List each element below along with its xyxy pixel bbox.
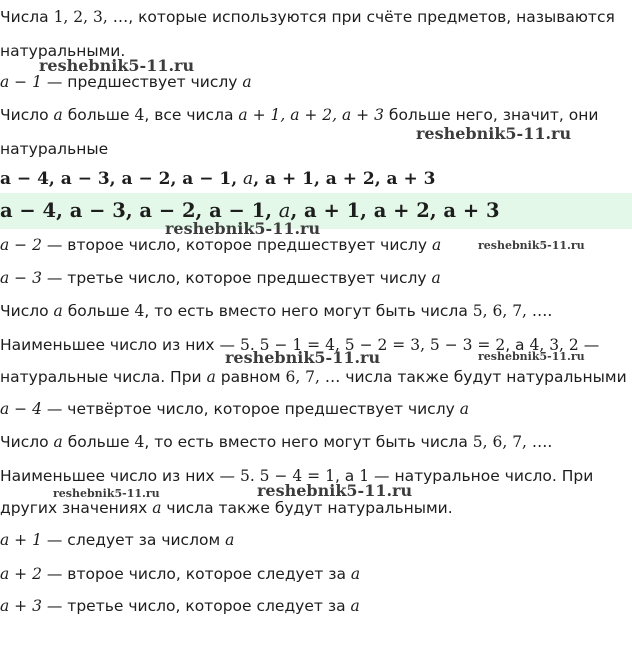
text-line: a + 1 — следует за числом a <box>0 531 235 549</box>
text-line: a − 2 — второе число, которое предшествует числу a <box>0 236 442 254</box>
number-sequence: a − 4, a − 3, a − 2, a − 1, a, a + 1, a + 2, a + 3 <box>0 169 436 189</box>
text-line: Число a больше 4, то есть вместо него могут быть числа 5, 6, 7, …. <box>0 302 553 320</box>
watermark: reshebnik5-11.ru <box>416 124 572 143</box>
text-line: натуральные <box>0 140 109 158</box>
text-line: Число a больше 4, то есть вместо него могут быть числа 5, 6, 7, …. <box>0 433 553 451</box>
answer-sequence: a − 4, a − 3, a − 2, a − 1, a, a + 1, a + 2, a + 3 <box>0 199 500 222</box>
text-line: a + 2 — второе число, которое следует за a <box>0 565 361 583</box>
text-line: a − 4 — четвёртое число, которое предшествует числу a <box>0 400 469 418</box>
watermark: reshebnik5-11.ru <box>478 239 585 252</box>
watermark: reshebnik5-11.ru <box>478 350 585 363</box>
text-line: Наименьшее число из них — 5. 5 − 1 = 4, 5 − 2 = 3, 5 − 3 = 2, а 4, 3, 2 — <box>0 336 600 354</box>
watermark: reshebnik5-11.ru <box>39 56 195 75</box>
text-line: Число a больше 4, все числа a + 1, a + 2, a + 3 больше него, значит, они <box>0 106 599 124</box>
text-line: a − 1 — предшествует числу a <box>0 73 252 91</box>
watermark: reshebnik5-11.ru <box>165 219 321 238</box>
text-line: натуральными. <box>0 42 126 60</box>
text-line: a + 3 — третье число, которое следует за a <box>0 597 360 615</box>
watermark: reshebnik5-11.ru <box>225 348 381 367</box>
text-line: Числа 1, 2, 3, …, которые используются при счёте предметов, называются <box>0 8 615 26</box>
text-line: натуральные числа. При a равном 6, 7, … числа также будут натуральными <box>0 368 627 386</box>
text-line: Наименьшее число из них — 5. 5 − 4 = 1, а 1 — натуральное число. При <box>0 467 594 485</box>
text-line: других значениях a числа также будут натуральными. <box>0 499 453 517</box>
watermark: reshebnik5-11.ru <box>53 487 160 500</box>
text-line: a − 3 — третье число, которое предшествует числу a <box>0 269 441 287</box>
watermark: reshebnik5-11.ru <box>257 481 413 500</box>
